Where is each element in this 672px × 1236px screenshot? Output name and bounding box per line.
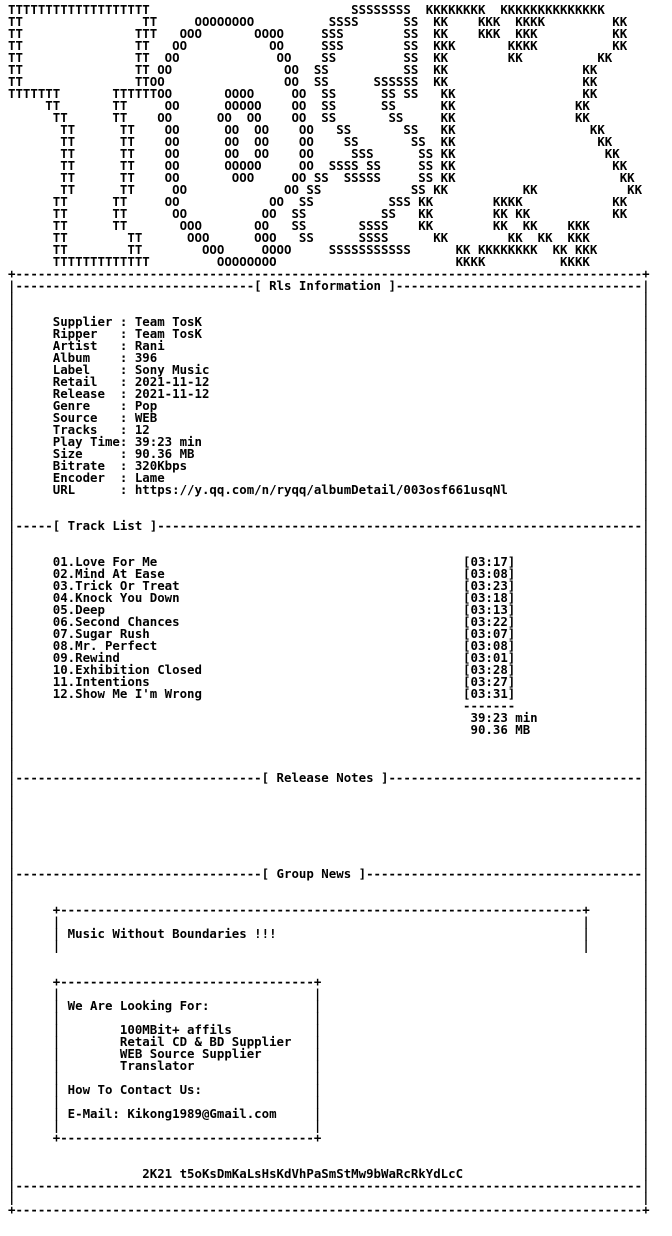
tosk-logo-art: TTTTTTTTTTTTTTTTTTT SSSSSSSS KKKKKKKK KKKKKKKKKKKKKK TT TT OOOOOOOO SSSS SS KK KKK KKKK KK TT TTT OOO OOOO SSS SS KK KKK KKK KK TT TT OO OO SSS SS KKK KKKK KK TT TT OO OO SS SS KK KK KK TT TT OO OO SS SS KK KK TT TTOO OO SS SSSSSS KK KK TTTTTTT TTTTTTOO OOOO OO SS SS SS KK KK TT TT OO OOOOO OO SS SS KK KK TT TT OO OO OO OO SS SS KK KK TT TT OO OO OO OO SS SS KK KK TT TT OO OO OO OO SS SS KK KK TT TT OO OO OO OO SSS SS KK KK TT TT OO OOOOO OO SSSS SS SS KK KK TT TT OO OOO OO SS SSSSS SS KK KK TT TT OO OO SS SS KK KK KK TT TT OO OO SS SSS KK KKKK KK TT TT OO OO SS SS KK KK KK KK TT TT OOO OO SS SSSS KK KK KK KKK TT TT OOO OOO SS SSSS KK KK KK KKK TT TT OOO OOOO SSSSSSSSSSS KK KKKKKKKK KK KKK TTTTTTTTTTTTT OOOOOOOO KKKK KKKK — [8, 2, 643, 269]
nfo-body: +------------------------------------------------------------------------------------+ |--------------------------------[ Rls Information ]---------------------------------| | | | | | Supplier : Team TosK | | Ripper : Team TosK | | Artist : Rani | | Album : 396 | | Label : Sony Music | | Retail : 2021-11-12 | | Release : 2021-11-12 | | Genre : Pop | | Source : WEB | | Tracks : 12 | | Play Time: 39:23 min | | Size : 90.36 MB | | Bitrate : 320Kbps | | Encoder : Lame | | URL : https://y.qq.com/n/ryqq/albumDetail/003osf661usqNl | | | | | |-----[ Track List ]-----------------------------------------------------------------| | | | | | 01.Love For Me [03:17] | | 02.Mind At Ease [03:08] | | 03.Trick Or Treat [03:23] | | 04.Knock You Down [03:18] | | 05.Deep [03:13] | | 06.Second Chances [03:22] | | 07.Sugar Rush [03:07] | | 08.Mr. Perfect [03:08] | | 09.Rewind [03:01] | | 10.Exhibition Closed [03:28] | | 11.Intentions [03:27] | | 12.Show Me I'm Wrong [03:31] | | ------- | | 39:23 min | | 90.36 MB | | | | | | | |---------------------------------[ Release Notes ]----------------------------------| | | | | | | | | | | | | | | |---------------------------------[ Group News ]-------------------------------------| | | | | | +----------------------------------------------------------------------+ | | | | | | | Music Without Boundaries !!! | | | | | | | | | | | +----------------------------------+ | | | | | | | We Are Looking For: | | | | | | | | 100MBit+ affils | | | | Retail CD & BD Supplier | | | | WEB Source Supplier | | | | Translator | | | | | | | | How To Contact Us: | | | | | | | | E-Mail: Kikong1989@Gmail.com | | | | | | | +----------------------------------+ | | | | | | 2K21 t5oKsDmKaLsHsKdVhPaSmStMw9bWaRcRkYdLcC | |------------------------------------------------------------------------------------| | | +------------------------------------------------------------------------------------+ — [8, 266, 650, 1217]
